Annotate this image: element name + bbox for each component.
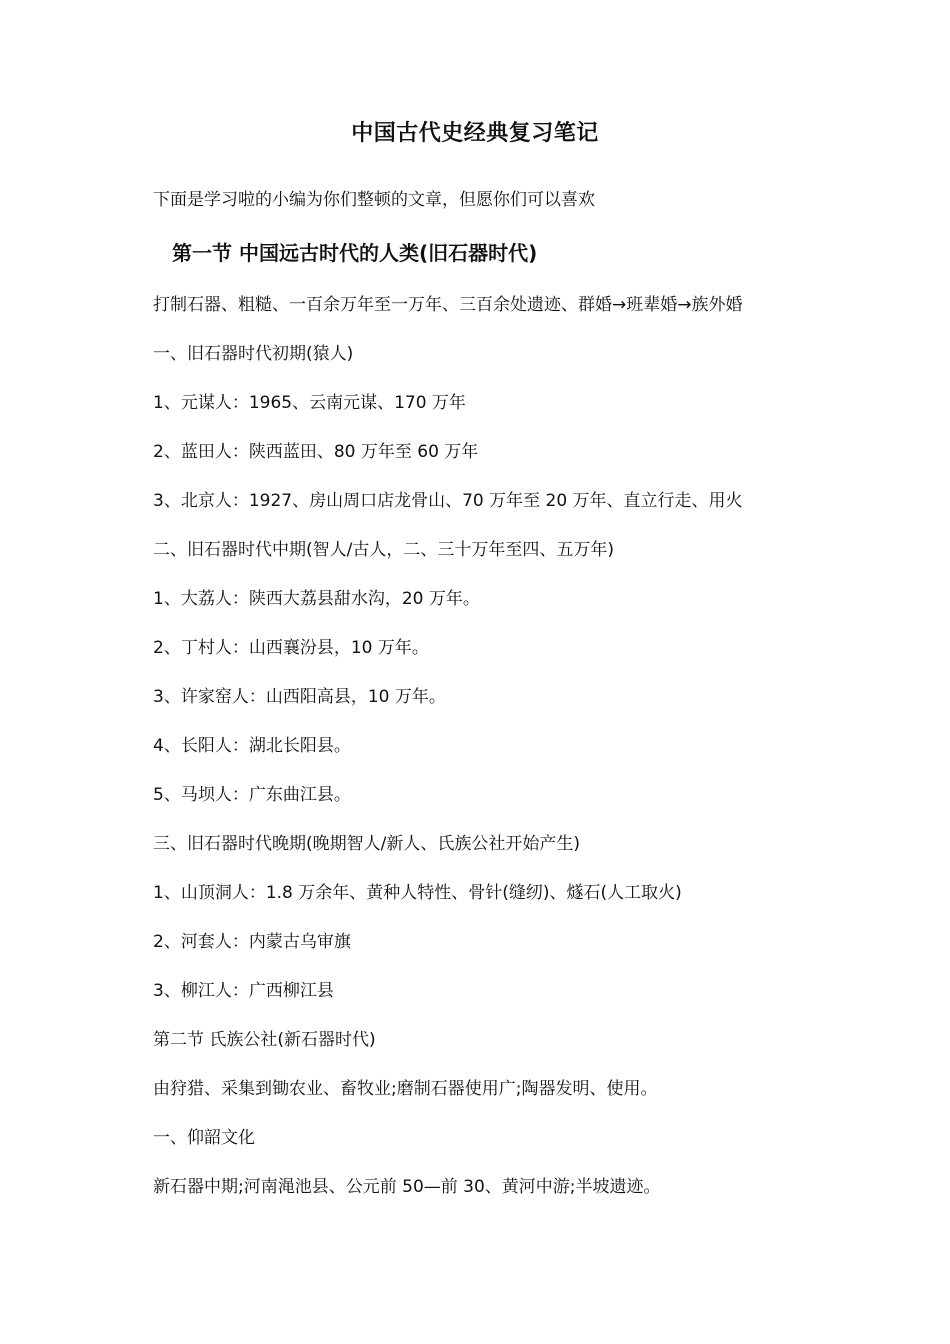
- paragraph-line: 3、北京人：1927、房山周口店龙骨山、70 万年至 20 万年、直立行走、用火: [153, 491, 743, 511]
- section-heading-2: 第二节 氏族公社(新石器时代): [153, 1030, 376, 1050]
- paragraph-line: 一、仰韶文化: [153, 1128, 255, 1148]
- paragraph-line: 5、马坝人：广东曲江县。: [153, 785, 351, 805]
- paragraph-line: 2、蓝田人：陕西蓝田、80 万年至 60 万年: [153, 442, 479, 462]
- paragraph-line: 1、大荔人：陕西大荔县甜水沟，20 万年。: [153, 589, 480, 609]
- paragraph-line: 2、河套人：内蒙古乌审旗: [153, 932, 351, 952]
- paragraph-line: 1、山顶洞人：1.8 万余年、黄种人特性、骨针(缝纫)、燧石(人工取火): [153, 883, 682, 903]
- intro-text: 下面是学习啦的小编为你们整顿的文章，但愿你们可以喜欢: [153, 190, 595, 210]
- paragraph-line: 2、丁村人：山西襄汾县，10 万年。: [153, 638, 429, 658]
- paragraph-line: 新石器中期;河南渑池县、公元前 50—前 30、黄河中游;半坡遗迹。: [153, 1177, 661, 1197]
- paragraph-line: 3、柳江人：广西柳江县: [153, 981, 334, 1001]
- paragraph-line: 打制石器、粗糙、一百余万年至一万年、三百余处遗迹、群婚→班辈婚→族外婚: [153, 295, 743, 315]
- paragraph-line: 3、许家窑人：山西阳高县，10 万年。: [153, 687, 446, 707]
- paragraph-line: 一、旧石器时代初期(猿人): [153, 344, 354, 364]
- paragraph-line: 1、元谋人：1965、云南元谋、170 万年: [153, 393, 466, 413]
- paragraph-line: 4、长阳人：湖北长阳县。: [153, 736, 351, 756]
- paragraph-line: 二、旧石器时代中期(智人/古人，二、三十万年至四、五万年): [153, 540, 614, 560]
- section-heading-1: 第一节 中国远古时代的人类(旧石器时代): [172, 241, 538, 265]
- paragraph-line: 由狩猎、采集到锄农业、畜牧业;磨制石器使用广;陶器发明、使用。: [153, 1079, 658, 1099]
- paragraph-line: 三、旧石器时代晚期(晚期智人/新人、氏族公社开始产生): [153, 834, 580, 854]
- document-title: 中国古代史经典复习笔记: [351, 121, 599, 146]
